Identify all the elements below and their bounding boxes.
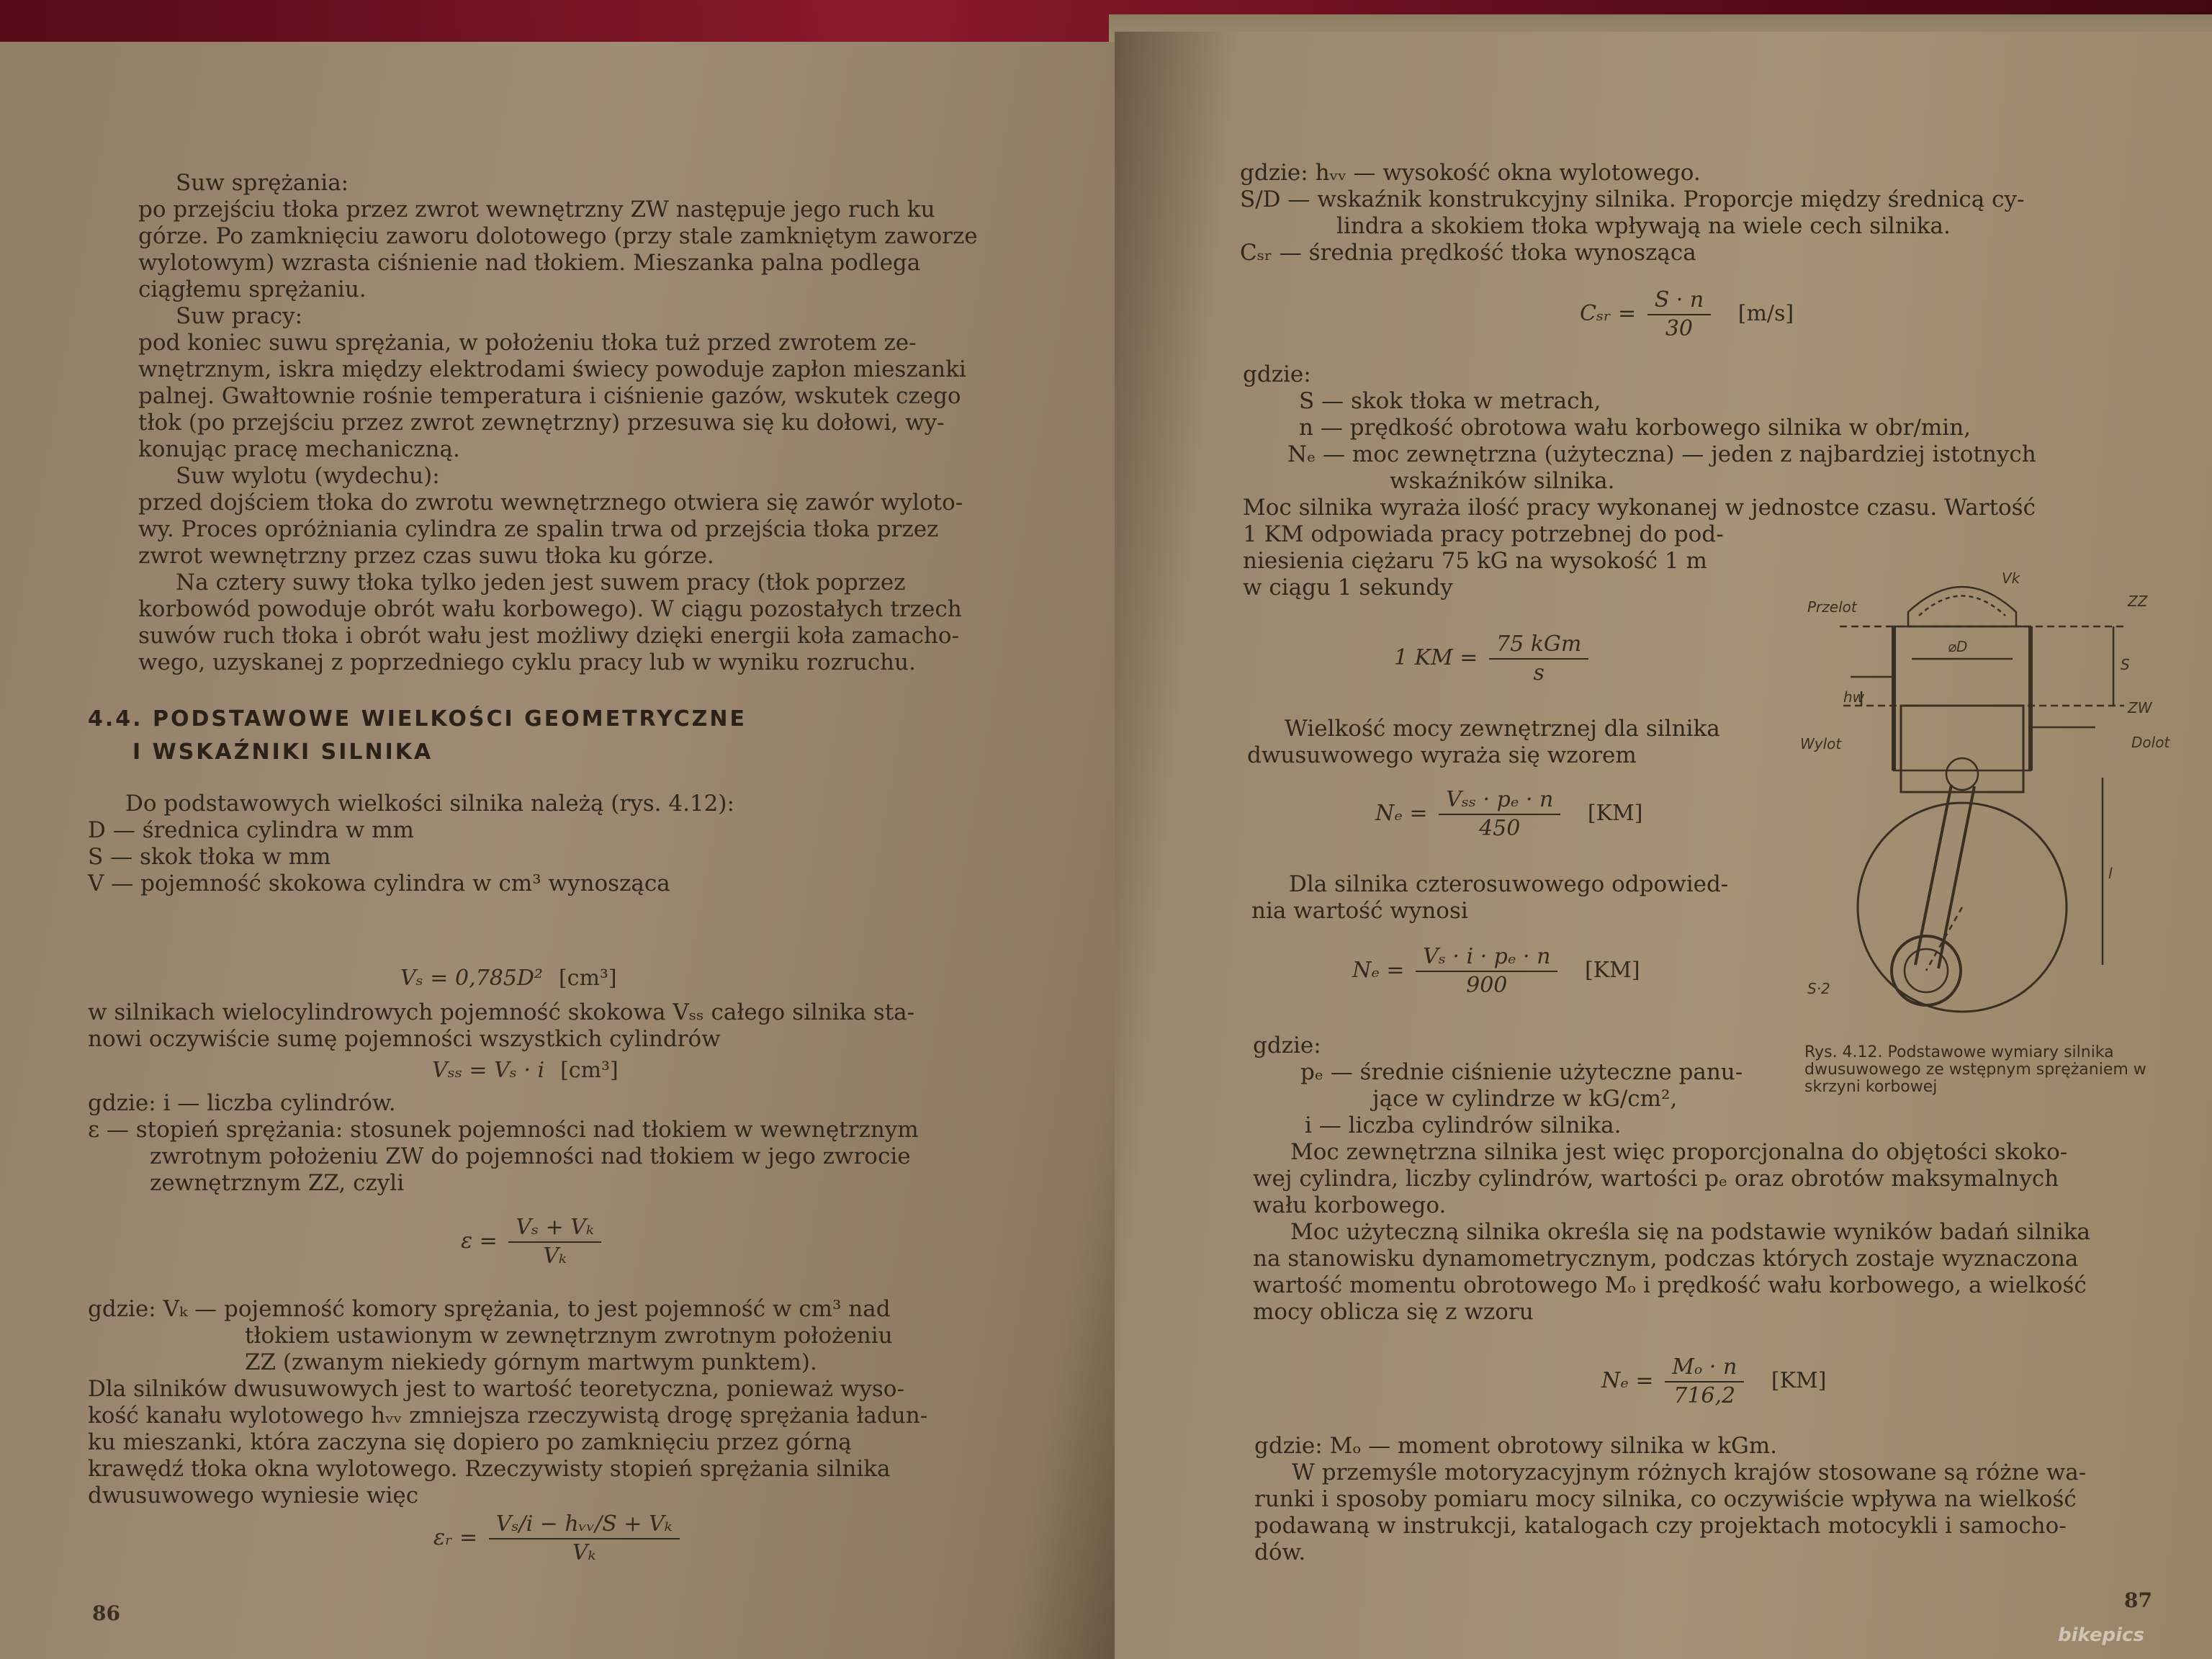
text-line: wylotowym) wzrasta ciśnienie nad tłokiem. Mieszanka palna podlega: [138, 250, 921, 276]
text-line: S — skok tłoka w mm: [88, 844, 331, 870]
label-zw: ZW: [2128, 699, 2152, 716]
label-angle: S·2: [1807, 980, 1830, 997]
left-block-2: [88, 791, 734, 897]
label-wylot: Wylot: [1800, 735, 1842, 752]
text-line: ku mieszanki, która zaczyna się dopiero po zamknięciu przez górną: [88, 1429, 852, 1455]
text-line: wego, uzyskanej z poprzedniego cyklu pracy lub w wyniku rozruchu.: [138, 649, 916, 675]
cylinder-head: [1908, 587, 2016, 626]
right-block-6: [1254, 1433, 2086, 1566]
text-line: S — skok tłoka w metrach,: [1299, 388, 1601, 414]
text-line: tłok (po przejściu przez zwrot zewnętrzny) przesuwa się ku dołowi, wy-: [138, 410, 945, 436]
formula-power-from-torque: Nₑ = $\frac{\text{Mₒ · n}}{716,2}$ [KM]: [1601, 1354, 1827, 1408]
text-line: na stanowisku dynamometrycznym, podczas których zostaje wyznaczona: [1253, 1246, 2079, 1272]
left-block-1: [138, 170, 978, 676]
label-vk: Vk: [2002, 570, 2020, 587]
text-line: i — liczba cylindrów silnika.: [1305, 1112, 1622, 1138]
text-line: w silnikach wielocylindrowych pojemność skokowa Vₛₛ całego silnika sta-: [88, 999, 915, 1025]
text-line: gdzie:: [1243, 361, 1311, 387]
formula-total-volume: Vₛₛ = Vₛ · i [cm³]: [432, 1058, 619, 1083]
text-line: nowi oczywiście sumę pojemności wszystkich cylindrów: [88, 1026, 721, 1052]
label-s: S: [2121, 656, 2130, 673]
text-line: ε — stopień sprężania: stosunek pojemności nad tłokiem w wewnętrznym: [88, 1117, 919, 1143]
figure-caption: Rys. 4.12. Podstawowe wymiary silnika dwusuwowego ze wstępnym sprężaniem w skrzyni korbowej: [1804, 1043, 2146, 1096]
formula-power-two-stroke: Nₑ = $\frac{\text{Vₛₛ · pₑ · n}}{450}$ [KM]: [1375, 787, 1643, 841]
text-line: 1 KM odpowiada pracy potrzebnej do pod-: [1243, 521, 1724, 547]
text-line: zewnętrznym ZZ, czyli: [150, 1170, 405, 1196]
text-line: w ciągu 1 sekundy: [1243, 575, 1453, 601]
section-heading: 4.4. PODSTAWOWE WIELKOŚCI GEOMETRYCZNE I WSKAŹNIKI SILNIKA: [88, 706, 747, 765]
text-line: dwusuwowego wyniesie więc: [88, 1483, 419, 1509]
text-line: pₑ — średnie ciśnienie użyteczne panu-: [1300, 1059, 1743, 1085]
text-line: podawaną w instrukcji, katalogach czy projektach motocykli i samocho-: [1254, 1513, 2067, 1539]
text-line: gdzie: hᵥᵥ — wysokość okna wylotowego.: [1240, 160, 1701, 186]
label-d: ⌀D: [1948, 638, 1968, 655]
text-line: wału korbowego.: [1253, 1192, 1447, 1218]
text-line: tłokiem ustawionym w zewnętrznym zwrotnym położeniu: [245, 1323, 893, 1349]
text-line: wy. Proces opróżniania cylindra ze spalin trwa od przejścia tłoka przez: [138, 516, 939, 542]
engine-diagram: [1786, 562, 2189, 1037]
combustion-chamber: [1919, 596, 2005, 616]
text-line: jące w cylindrze w kG/cm²,: [1372, 1086, 1678, 1112]
text-line: Moc zewnętrzna silnika jest więc proporcjonalna do objętości skoko-: [1290, 1139, 2068, 1165]
left-block-5: [88, 1296, 927, 1509]
left-page: [0, 42, 1115, 1659]
formula-swept-volume: Vₛ = 0,785D² [cm³]: [400, 966, 617, 991]
text-line: ZZ (zwanym niekiedy górnym martwym punktem).: [245, 1349, 817, 1375]
text-line: runki i sposoby pomiaru mocy silnika, co oczywiście wpływa na wielkość: [1254, 1486, 2077, 1512]
label-l: l: [2108, 865, 2113, 882]
right-block-4: [1251, 871, 1728, 925]
page-number-left: 86: [92, 1601, 120, 1625]
left-block-4: [88, 1090, 919, 1197]
label-przelot: Przelot: [1807, 598, 1857, 616]
text-line: lindra a skokiem tłoka wpływają na wiele cech silnika.: [1336, 213, 1951, 239]
text-line: Dla silników dwusuwowych jest to wartość teoretyczna, ponieważ wyso-: [88, 1376, 904, 1402]
text-line: zwrotnym położeniu ZW do pojemności nad tłokiem w jego zwrocie: [150, 1143, 911, 1169]
left-block-3: [88, 999, 914, 1053]
text-line: wnętrznym, iskra między elektrodami świecy powoduje zapłon mieszanki: [138, 356, 966, 382]
text-line: D — średnica cylindra w mm: [88, 817, 414, 843]
formula-horsepower: 1 KM = $\frac{\text{75 kGm}}{s}$: [1394, 631, 1593, 687]
label-dolot: Dolot: [2131, 734, 2170, 751]
right-block-1: [1240, 160, 2024, 266]
text-line: V — pojemność skokowa cylindra w cm³ wynosząca: [88, 871, 670, 896]
right-block-3: [1247, 716, 1720, 769]
text-line: niesienia ciężaru 75 kG na wysokość 1 m: [1243, 548, 1707, 574]
watermark: bikepics: [2058, 1624, 2144, 1646]
text-line: Suw wylotu (wydechu):: [176, 463, 440, 489]
text-line: palnej. Gwałtownie rośnie temperatura i ciśnienie gazów, wskutek czego: [138, 383, 961, 409]
text-line: kość kanału wylotowego hᵥᵥ zmniejsza rzeczywistą drogę sprężania ładun-: [88, 1403, 928, 1429]
formula-mean-piston-speed: Cₛᵣ = $\frac{S \cdot n}{30}$ [m/s]: [1580, 287, 1794, 341]
text-line: wartość momentu obrotowego Mₒ i prędkość wału korbowego, a wielkość: [1253, 1272, 2087, 1298]
text-line: ciągłemu sprężaniu.: [138, 276, 367, 302]
piston: [1901, 706, 2023, 792]
formula-power-four-stroke: Nₑ = $\frac{\text{Vₛ · i · pₑ · n}}{900}$ [KM]: [1352, 944, 1640, 998]
page-number-right: 87: [2124, 1588, 2152, 1612]
text-line: Na cztery suwy tłoka tylko jeden jest suwem pracy (tłok poprzez: [176, 570, 906, 595]
text-line: dwusuwowego wyraża się wzorem: [1247, 742, 1637, 768]
text-line: mocy oblicza się z wzoru: [1253, 1299, 1534, 1325]
text-line: korbowód powoduje obrót wału korbowego). W ciągu pozostałych trzech: [138, 596, 962, 622]
text-line: Suw pracy:: [176, 303, 303, 329]
text-line: zwrot wewnętrzny przez czas suwu tłoka ku górze.: [138, 543, 714, 569]
text-line: gdzie: Mₒ — moment obrotowy silnika w kGm.: [1254, 1433, 1777, 1459]
formula-real-compression-ratio: εᵣ = $\frac{\text{Vₛ/i − hᵥᵥ/S + Vₖ}}{\text{Vₖ}}$: [433, 1511, 684, 1567]
text-line: gdzie: i — liczba cylindrów.: [88, 1090, 396, 1116]
text-line: S/D — wskaźnik konstrukcyjny silnika. Proporcje między średnicą cy-: [1240, 186, 2025, 212]
text-line: Suw sprężania:: [176, 170, 349, 196]
text-line: przed dojściem tłoka do zwrotu wewnętrznego otwiera się zawór wyloto-: [138, 490, 963, 516]
text-line: suwów ruch tłoka i obrót wału jest możliwy dzięki energii koła zamacho-: [138, 623, 959, 649]
label-hw: hw: [1843, 688, 1865, 706]
text-line: Moc silnika wyraża ilość pracy wykonanej w jednostce czasu. Wartość: [1243, 495, 2036, 521]
text-line: Do podstawowych wielkości silnika należą (rys. 4.12):: [125, 791, 734, 817]
text-line: n — prędkość obrotowa wału korbowego silnika w obr/min,: [1299, 415, 1972, 441]
label-zz: ZZ: [2128, 593, 2148, 610]
text-line: konując pracę mechaniczną.: [138, 436, 460, 462]
text-line: po przejściu tłoka przez zwrot wewnętrzny ZW następuje jego ruch ku: [138, 197, 935, 222]
text-line: Cₛᵣ — średnia prędkość tłoka wynosząca: [1240, 240, 1696, 266]
text-line: W przemyśle motoryzacyjnym różnych krajów stosowane są różne wa-: [1292, 1460, 2087, 1485]
text-line: dów.: [1254, 1539, 1306, 1565]
text-line: pod koniec suwu sprężania, w położeniu tłoka tuż przed zwrotem ze-: [138, 330, 917, 356]
text-line: nia wartość wynosi: [1251, 898, 1468, 924]
text-line: wej cylindra, liczby cylindrów, wartości pₑ oraz obrotów maksymalnych: [1253, 1166, 2059, 1192]
text-line: Dla silnika czterosuwowego odpowied-: [1289, 871, 1729, 897]
text-line: gdzie: Vₖ — pojemność komory sprężania, to jest pojemność w cm³ nad: [88, 1296, 891, 1322]
text-line: Moc użyteczną silnika określa się na podstawie wyników badań silnika: [1290, 1219, 2091, 1245]
text-line: gdzie:: [1253, 1033, 1321, 1058]
text-line: Wielkość mocy zewnętrznej dla silnika: [1285, 716, 1720, 742]
text-line: Nₑ — moc zewnętrzna (użyteczna) — jeden z najbardziej istotnych: [1287, 441, 2036, 467]
text-line: górze. Po zamknięciu zaworu dolotowego (przy stale zamkniętym zaworze: [138, 223, 978, 249]
text-line: wskaźników silnika.: [1390, 468, 1615, 494]
text-line: krawędź tłoka okna wylotowego. Rzeczywisty stopień sprężania silnika: [88, 1456, 891, 1482]
formula-compression-ratio: ε = $\frac{\text{Vₛ + Vₖ}}{\text{Vₖ}}$: [461, 1214, 606, 1270]
